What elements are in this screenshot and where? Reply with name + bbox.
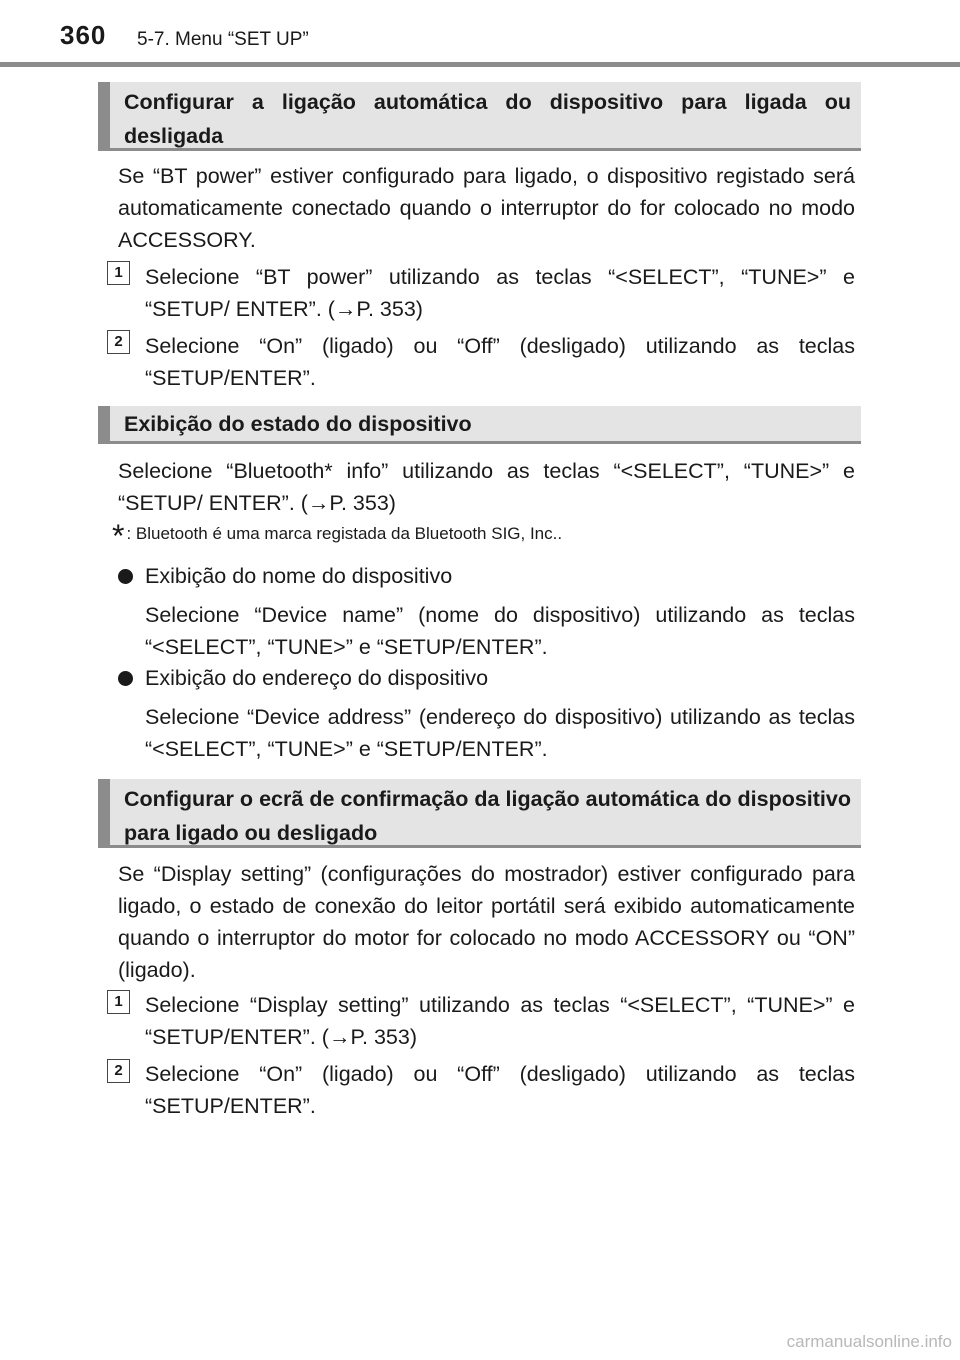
section2-intro: Selecione “Bluetooth* info” utilizando as teclas “<SELECT”, “TUNE>” e “SETUP/ ENTER”. (→P. 353) <box>118 459 855 515</box>
step-number-badge: 1 <box>107 990 130 1014</box>
step-text: Selecione “On” (ligado) ou “Off” (desligado) utilizando as teclas “SETUP/ENTER”. <box>145 334 855 390</box>
section-heading-device-status <box>98 406 861 444</box>
section-title: Exibição do estado do dispositivo <box>124 412 472 436</box>
header-rule <box>0 62 960 67</box>
footnote <box>112 518 562 555</box>
step-number-badge: 2 <box>107 1059 130 1083</box>
step-text: Selecione “BT power” utilizando as teclas “<SELECT”, “TUNE>” e “SETUP/ ENTER”. (→P. 353) <box>145 265 855 321</box>
bullet-heading: Exibição do endereço do dispositivo <box>145 666 489 690</box>
heading-rule <box>98 148 861 151</box>
footnote-text: : Bluetooth é uma marca registada da Bluetooth SIG, Inc.. <box>126 524 563 543</box>
step-text: Selecione “On” (ligado) ou “Off” (desligado) utilizando as teclas “SETUP/ENTER”. <box>145 1062 855 1118</box>
watermark: carmanualsonline.info <box>786 1332 952 1351</box>
section1-intro: Se “BT power” estiver configurado para ligado, o dispositivo registado será automaticamente conectado quando o interruptor do for colocado no modo ACCESSORY. <box>118 164 855 252</box>
bullet-heading: Exibição do nome do dispositivo <box>145 564 453 588</box>
heading-rule <box>98 441 861 444</box>
footnote-mark: * <box>112 518 125 554</box>
page-header <box>0 0 960 68</box>
bullet-icon <box>118 671 133 686</box>
page-number: 360 <box>60 20 107 50</box>
section3-intro: Se “Display setting” (configurações do mostrador) estiver configurado para ligado, o estado de conexão do leitor portátil será exibido automaticamente quando o interruptor do motor for colocado no modo ACCESSORY ou “ON” (ligado). <box>118 862 855 982</box>
step-number-badge: 2 <box>107 330 130 354</box>
step-text: Selecione “Display setting” utilizando as teclas “<SELECT”, “TUNE>” e “SETUP/ENTER”. (→P. 353) <box>145 993 855 1049</box>
section-title: Configurar a ligação automática do dispositivo para ligada ou desligada <box>124 90 851 148</box>
section-heading-display-setting <box>98 779 861 848</box>
bullet-text: Selecione “Device address” (endereço do dispositivo) utilizando as teclas “<SELECT”, “TUNE>” e “SETUP/ENTER”. <box>145 705 855 761</box>
section-title: Configurar o ecrã de confirmação da ligação automática do dispositivo para ligado ou desligado <box>124 787 851 845</box>
heading-rule <box>98 845 861 848</box>
bullet-icon <box>118 569 133 584</box>
bullet-text: Selecione “Device name” (nome do dispositivo) utilizando as teclas “<SELECT”, “TUNE>” e “SETUP/ENTER”. <box>145 603 855 659</box>
section-label: 5-7. Menu “SET UP” <box>137 29 309 50</box>
section-heading-auto-connect <box>98 82 861 151</box>
step-number-badge: 1 <box>107 261 130 285</box>
